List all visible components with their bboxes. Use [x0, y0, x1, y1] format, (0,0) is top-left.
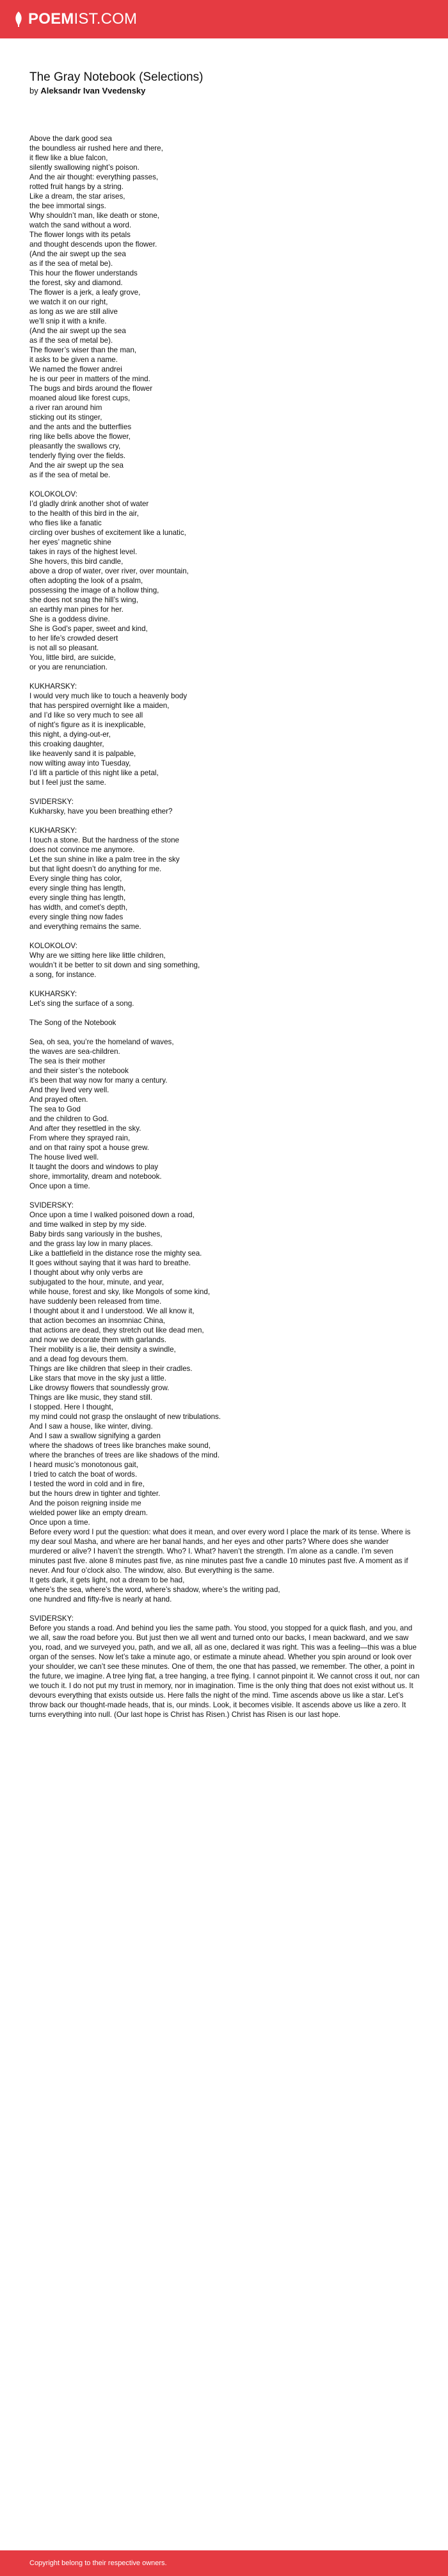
poem-line: of night’s figure as it is inexplicable,: [29, 721, 146, 729]
poem-line: Kukharsky, have you been breathing ether?: [29, 807, 173, 816]
poem-line: it’s been that way now for many a century.: [29, 1076, 168, 1085]
poem-line: possessing the image of a hollow thing,: [29, 586, 159, 595]
poem-line: has width, and comet’s depth,: [29, 903, 128, 912]
poem-line: it flew like a blue falcon,: [29, 154, 108, 162]
logo-wordmark: [28, 10, 137, 28]
poem-line: every single thing has length,: [29, 884, 126, 892]
poem-line: and everything remains the same.: [29, 923, 141, 931]
poem-line: KOLOKOLOV:: [29, 490, 77, 498]
poem-line: KUKHARSKY:: [29, 682, 77, 691]
poem-line: I would very much like to touch a heavenly body: [29, 692, 188, 700]
poem-line: as if the sea of metal be.: [29, 471, 111, 479]
poem-line: above a drop of water, over river, over mountain,: [29, 567, 189, 575]
poem-line: (And the air swept up the sea: [29, 327, 126, 335]
poem-line: as if the sea of metal be).: [29, 259, 113, 268]
poem-line: The flower longs with its petals: [29, 231, 131, 239]
poem-stanza: [29, 797, 420, 816]
poem-line: And they lived very well.: [29, 1086, 109, 1094]
poem-line: wouldn’t it be better to sit down and sing something,: [29, 961, 200, 969]
poem-line: And the air swept up the sea: [29, 461, 124, 470]
poem-line: and the children to God.: [29, 1115, 109, 1123]
poem-line: And prayed often.: [29, 1095, 88, 1104]
poem-line: You, little bird, are suicide,: [29, 653, 116, 662]
poem-line: he is our peer in matters of the mind.: [29, 375, 150, 383]
poem-line: have suddenly been released from time.: [29, 1297, 162, 1306]
poem-line: (And the air swept up the sea: [29, 250, 126, 258]
poem-line: The Song of the Notebook: [29, 1019, 116, 1027]
poem-line: this croaking daughter,: [29, 740, 104, 748]
poem-line: where the branches of trees are like shadows of the mind.: [29, 1451, 220, 1459]
poem-line: It goes without saying that it was hard to breathe.: [29, 1259, 191, 1267]
poem-line: Once upon a time.: [29, 1182, 90, 1190]
poem-stanza: [29, 941, 420, 980]
poem-line: is not all so pleasant.: [29, 644, 99, 652]
poem-line: And I saw a swallow signifying a garden: [29, 1432, 161, 1440]
poem-stanza: [29, 1037, 420, 1191]
poem-line: Let the sun shine in like a palm tree in the sky: [29, 855, 180, 864]
poem-line: Things are like children that sleep in their cradles.: [29, 1365, 193, 1373]
poem-line: an earthly man pines for her.: [29, 605, 124, 614]
poem-line: this night, a dying-out-er,: [29, 730, 111, 739]
poem-line: The flower’s wiser than the man,: [29, 346, 137, 354]
poem-line: we watch it on our right,: [29, 298, 108, 306]
poem-line: watch the sand without a word.: [29, 221, 132, 229]
poem-stanza: [29, 1201, 420, 1604]
poem-stanza: [29, 134, 420, 480]
poem-line: does not convince me anymore.: [29, 846, 135, 854]
poem-line: Like stars that move in the sky just a little.: [29, 1374, 166, 1382]
poem-line: KOLOKOLOV:: [29, 942, 77, 950]
poem-line: Why shouldn’t man, like death or stone,: [29, 211, 159, 220]
poem-line: Before every word I put the question: what does it mean, and over every word I place the mark of its tense. Where is my dear soul Masha, and where are her banal hands, and her eyes and other parts? Where does she wander murdered or alive? I haven’t the strength. Who? I. What? haven’t the strength. I’m alone as a candle. I’m seven minutes past five. alone 8 minutes past five, as nine minutes past five a candle 10 minutes past five. A moment as if never. And four o’clock also. The window, also. But everything is the same.: [29, 1528, 413, 1575]
poem-line: It taught the doors and windows to play: [29, 1163, 159, 1171]
poem-line: Like a dream, the star arises,: [29, 192, 125, 201]
site-footer: [0, 2550, 448, 2576]
poem-line: like heavenly sand it is palpable,: [29, 750, 136, 758]
poem-line: to the health of this bird in the air,: [29, 509, 139, 518]
poem-line: I stopped. Here I thought,: [29, 1403, 113, 1411]
poem-line: silently swallowing night’s poison.: [29, 163, 140, 172]
poem-line: takes in rays of the highest level.: [29, 548, 138, 556]
poem-line: She is God’s paper, sweet and kind,: [29, 625, 148, 633]
poem-line: and the grass lay low in many places.: [29, 1240, 153, 1248]
poem-line: but I feel just the same.: [29, 778, 106, 787]
poem-line: I’d gladly drink another shot of water: [29, 500, 149, 508]
poem-line: a song, for instance.: [29, 971, 97, 979]
poem-line: that action becomes an insomniac China,: [29, 1317, 166, 1325]
poem-line: Once upon a time.: [29, 1518, 90, 1527]
poem-line: KUKHARSKY:: [29, 826, 77, 835]
poem-line: KUKHARSKY:: [29, 990, 77, 998]
poem-line: It gets dark, it gets light, not a dream to be had,: [29, 1576, 185, 1584]
poem-line: the forest, sky and diamond.: [29, 279, 123, 287]
poem-line: Baby birds sang variously in the bushes,: [29, 1230, 163, 1238]
poem-line: a river ran around him: [29, 404, 102, 412]
poem-line: and a dead fog devours them.: [29, 1355, 129, 1363]
poem-line: I thought about why only verbs are: [29, 1268, 143, 1277]
poem-line: I tested the word in cold and in fire,: [29, 1480, 145, 1488]
title-block: [29, 70, 426, 97]
poem-line: Let’s sing the surface of a song.: [29, 999, 134, 1008]
poem-line: Why are we sitting here like little children,: [29, 951, 166, 960]
poem-line: rotted fruit hangs by a string.: [29, 183, 124, 191]
poem-line: that actions are dead, they stretch out like dead men,: [29, 1326, 204, 1334]
poem-line: now wilting away into Tuesday,: [29, 759, 131, 767]
poem-line: Like a battlefield in the distance rose the mighty sea.: [29, 1249, 202, 1258]
poem-line: I heard music’s monotonous gait,: [29, 1461, 138, 1469]
poem-line: And the air thought: everything passes,: [29, 173, 159, 181]
poem-line: while house, forest and sky, like Mongols of some kind,: [29, 1288, 211, 1296]
poem-line: sticking out its stinger,: [29, 413, 102, 422]
poem-line: and now we decorate them with garlands.: [29, 1336, 166, 1344]
poem-line: as long as we are still alive: [29, 308, 118, 316]
poem-line: I thought about it and I understood. We all know it,: [29, 1307, 195, 1315]
poem-line: ring like bells above the flower,: [29, 432, 131, 441]
poem-line: Every single thing has color,: [29, 874, 122, 883]
poem-line: SVIDERSKY:: [29, 1614, 74, 1623]
poem-line: subjugated to the hour, minute, and year,: [29, 1278, 164, 1286]
poem-stanza: [29, 989, 420, 1008]
poem-line: to her life’s crowded desert: [29, 634, 118, 643]
logo-thin-part: IST.COM: [74, 10, 138, 28]
poem-line: one hundred and fifty-five is nearly at hand.: [29, 1595, 172, 1604]
poem-line: and I’d like so very much to see all: [29, 711, 143, 719]
poem-line: wielded power like an empty dream.: [29, 1509, 148, 1517]
poem-line: From where they sprayed rain,: [29, 1134, 131, 1142]
copyright-text: Copyright belong to their respective owners.: [29, 2559, 167, 2567]
byline: [29, 85, 426, 97]
poem-title: The Gray Notebook (Selections): [29, 70, 204, 84]
poem-line: every single thing has length,: [29, 894, 126, 902]
poem-line: it asks to be given a name.: [29, 356, 118, 364]
poem-line: tenderly flying over the fields.: [29, 452, 126, 460]
poem-stanza: [29, 489, 420, 672]
poem-line: we’ll snip it with a knife.: [29, 317, 107, 325]
poem-line: she does not snag the hill’s wing,: [29, 596, 138, 604]
poem-stanza: [29, 1614, 420, 1719]
quill-pen-icon: [13, 11, 24, 28]
poem-line: and thought descends upon the flower.: [29, 240, 157, 249]
poem-line: I tried to catch the boat of words.: [29, 1470, 138, 1479]
poem-line: the boundless air rushed here and there,: [29, 144, 163, 152]
poem-line: the bee immortal sings.: [29, 202, 106, 210]
poem-line: or you are renunciation.: [29, 663, 108, 671]
poem-line: and on that rainy spot a house grew.: [29, 1144, 149, 1152]
poem-line: The sea is their mother: [29, 1057, 106, 1065]
poem-line: SVIDERSKY:: [29, 798, 74, 806]
poem-stanza: [29, 1018, 420, 1028]
poem-line: circling over bushes of excitement like a lunatic,: [29, 529, 186, 537]
poem-line: The flower is a jerk, a leafy grove,: [29, 288, 141, 297]
poem-line: She hovers, this bird candle,: [29, 557, 124, 566]
poem-line: Once upon a time I walked poisoned down a road,: [29, 1211, 195, 1219]
poem-line: She is a goddess divine.: [29, 615, 110, 623]
poem-line: and the ants and the butterflies: [29, 423, 132, 431]
poem-line: her eyes’ magnetic shine: [29, 538, 111, 546]
poem-line: Things are like music, they stand still.: [29, 1393, 153, 1402]
poem-line: Sea, oh sea, you’re the homeland of waves,: [29, 1038, 174, 1046]
poem-line: where’s the sea, where’s the word, where’s shadow, where’s the writing pad,: [29, 1586, 280, 1594]
poem-line: and their sister’s the notebook: [29, 1067, 129, 1075]
poem-line: who flies like a fanatic: [29, 519, 102, 527]
poem-line: the waves are sea-children.: [29, 1047, 120, 1056]
poem-line: The bugs and birds around the flower: [29, 384, 153, 393]
poem-line: but the hours drew in tighter and tighter.: [29, 1489, 161, 1498]
site-header: [0, 0, 448, 38]
poem-line: my mind could not grasp the onslaught of new tribulations.: [29, 1413, 221, 1421]
poem-stanza: [29, 682, 420, 787]
poem-line: The sea to God: [29, 1105, 81, 1113]
poem-line: SVIDERSKY:: [29, 1201, 74, 1210]
poem-line: And the poison reigning inside me: [29, 1499, 141, 1507]
poem-line: and time walked in step by my side.: [29, 1220, 147, 1229]
poem-line: Before you stands a road. And behind you lies the same path. You stood, you stopped for a quick flash, and you, and we all, saw the road before you. But just then we all went and turned onto our backs, I mean backward, and we saw you, road, and we surveyed you, path, and we all, all as one, declared it was right. This was a feeling—this was a blue organ of the senses. Now let’s take a minute ago, or estimate a minute ahead. Whether you spin around or look over your shoulder, we can’t see these minutes. One of them, the one that has passed, we remember. The other, a point in the future, we imagine. A tree lying flat, a tree hanging, a tree flying. I cannot pinpoint it. We cannot cross it out, nor can we touch it. I do not put my trust in memory, nor in imagination. Time is the only thing that does not exist without us. It devours everything that exists outside us. Here falls the night of the mind. Time ascends above us like a star. Let’s throw back our thought-made heads, that is, our minds. Look, it becomes visible. It ascends above us like a zero. It turns everything into null. (Our last hope is Christ has Risen.) Christ has Risen is our last hope.: [29, 1624, 422, 1719]
poem-line: shore, immortality, dream and notebook.: [29, 1172, 162, 1181]
poem-body: [29, 134, 420, 1729]
poem-line: every single thing now fades: [29, 913, 124, 921]
poem-line: Their mobility is a lie, their density a swindle,: [29, 1345, 176, 1354]
poem-line: Above the dark good sea: [29, 135, 112, 143]
poem-line: This hour the flower understands: [29, 269, 138, 277]
poem-line: And I saw a house, like winter, diving.: [29, 1422, 153, 1431]
poem-line: And after they resettled in the sky.: [29, 1124, 141, 1133]
poem-line: where the shadows of trees like branches make sound,: [29, 1441, 211, 1450]
logo-bold-part: POEM: [28, 10, 74, 28]
poem-line: but that light doesn’t do anything for me.: [29, 865, 162, 873]
poem-stanza: [29, 826, 420, 931]
poem-line: moaned aloud like forest cups,: [29, 394, 131, 402]
author-name[interactable]: Aleksandr Ivan Vvedensky: [40, 86, 146, 95]
poem-line: that has perspired overnight like a maiden,: [29, 701, 170, 710]
poem-line: The house lived well.: [29, 1153, 99, 1161]
poem-line: I touch a stone. But the hardness of the stone: [29, 836, 179, 844]
byline-prefix: by: [29, 86, 38, 95]
poem-line: as if the sea of metal be).: [29, 336, 113, 345]
poem-line: We named the flower andrei: [29, 365, 122, 373]
poem-line: pleasantly the swallows cry,: [29, 442, 121, 450]
poemist-logo[interactable]: [13, 10, 137, 28]
poem-line: often adopting the look of a psalm,: [29, 577, 143, 585]
poem-line: Like drowsy flowers that soundlessly grow.: [29, 1384, 170, 1392]
poem-line: I’d lift a particle of this night like a petal,: [29, 769, 159, 777]
